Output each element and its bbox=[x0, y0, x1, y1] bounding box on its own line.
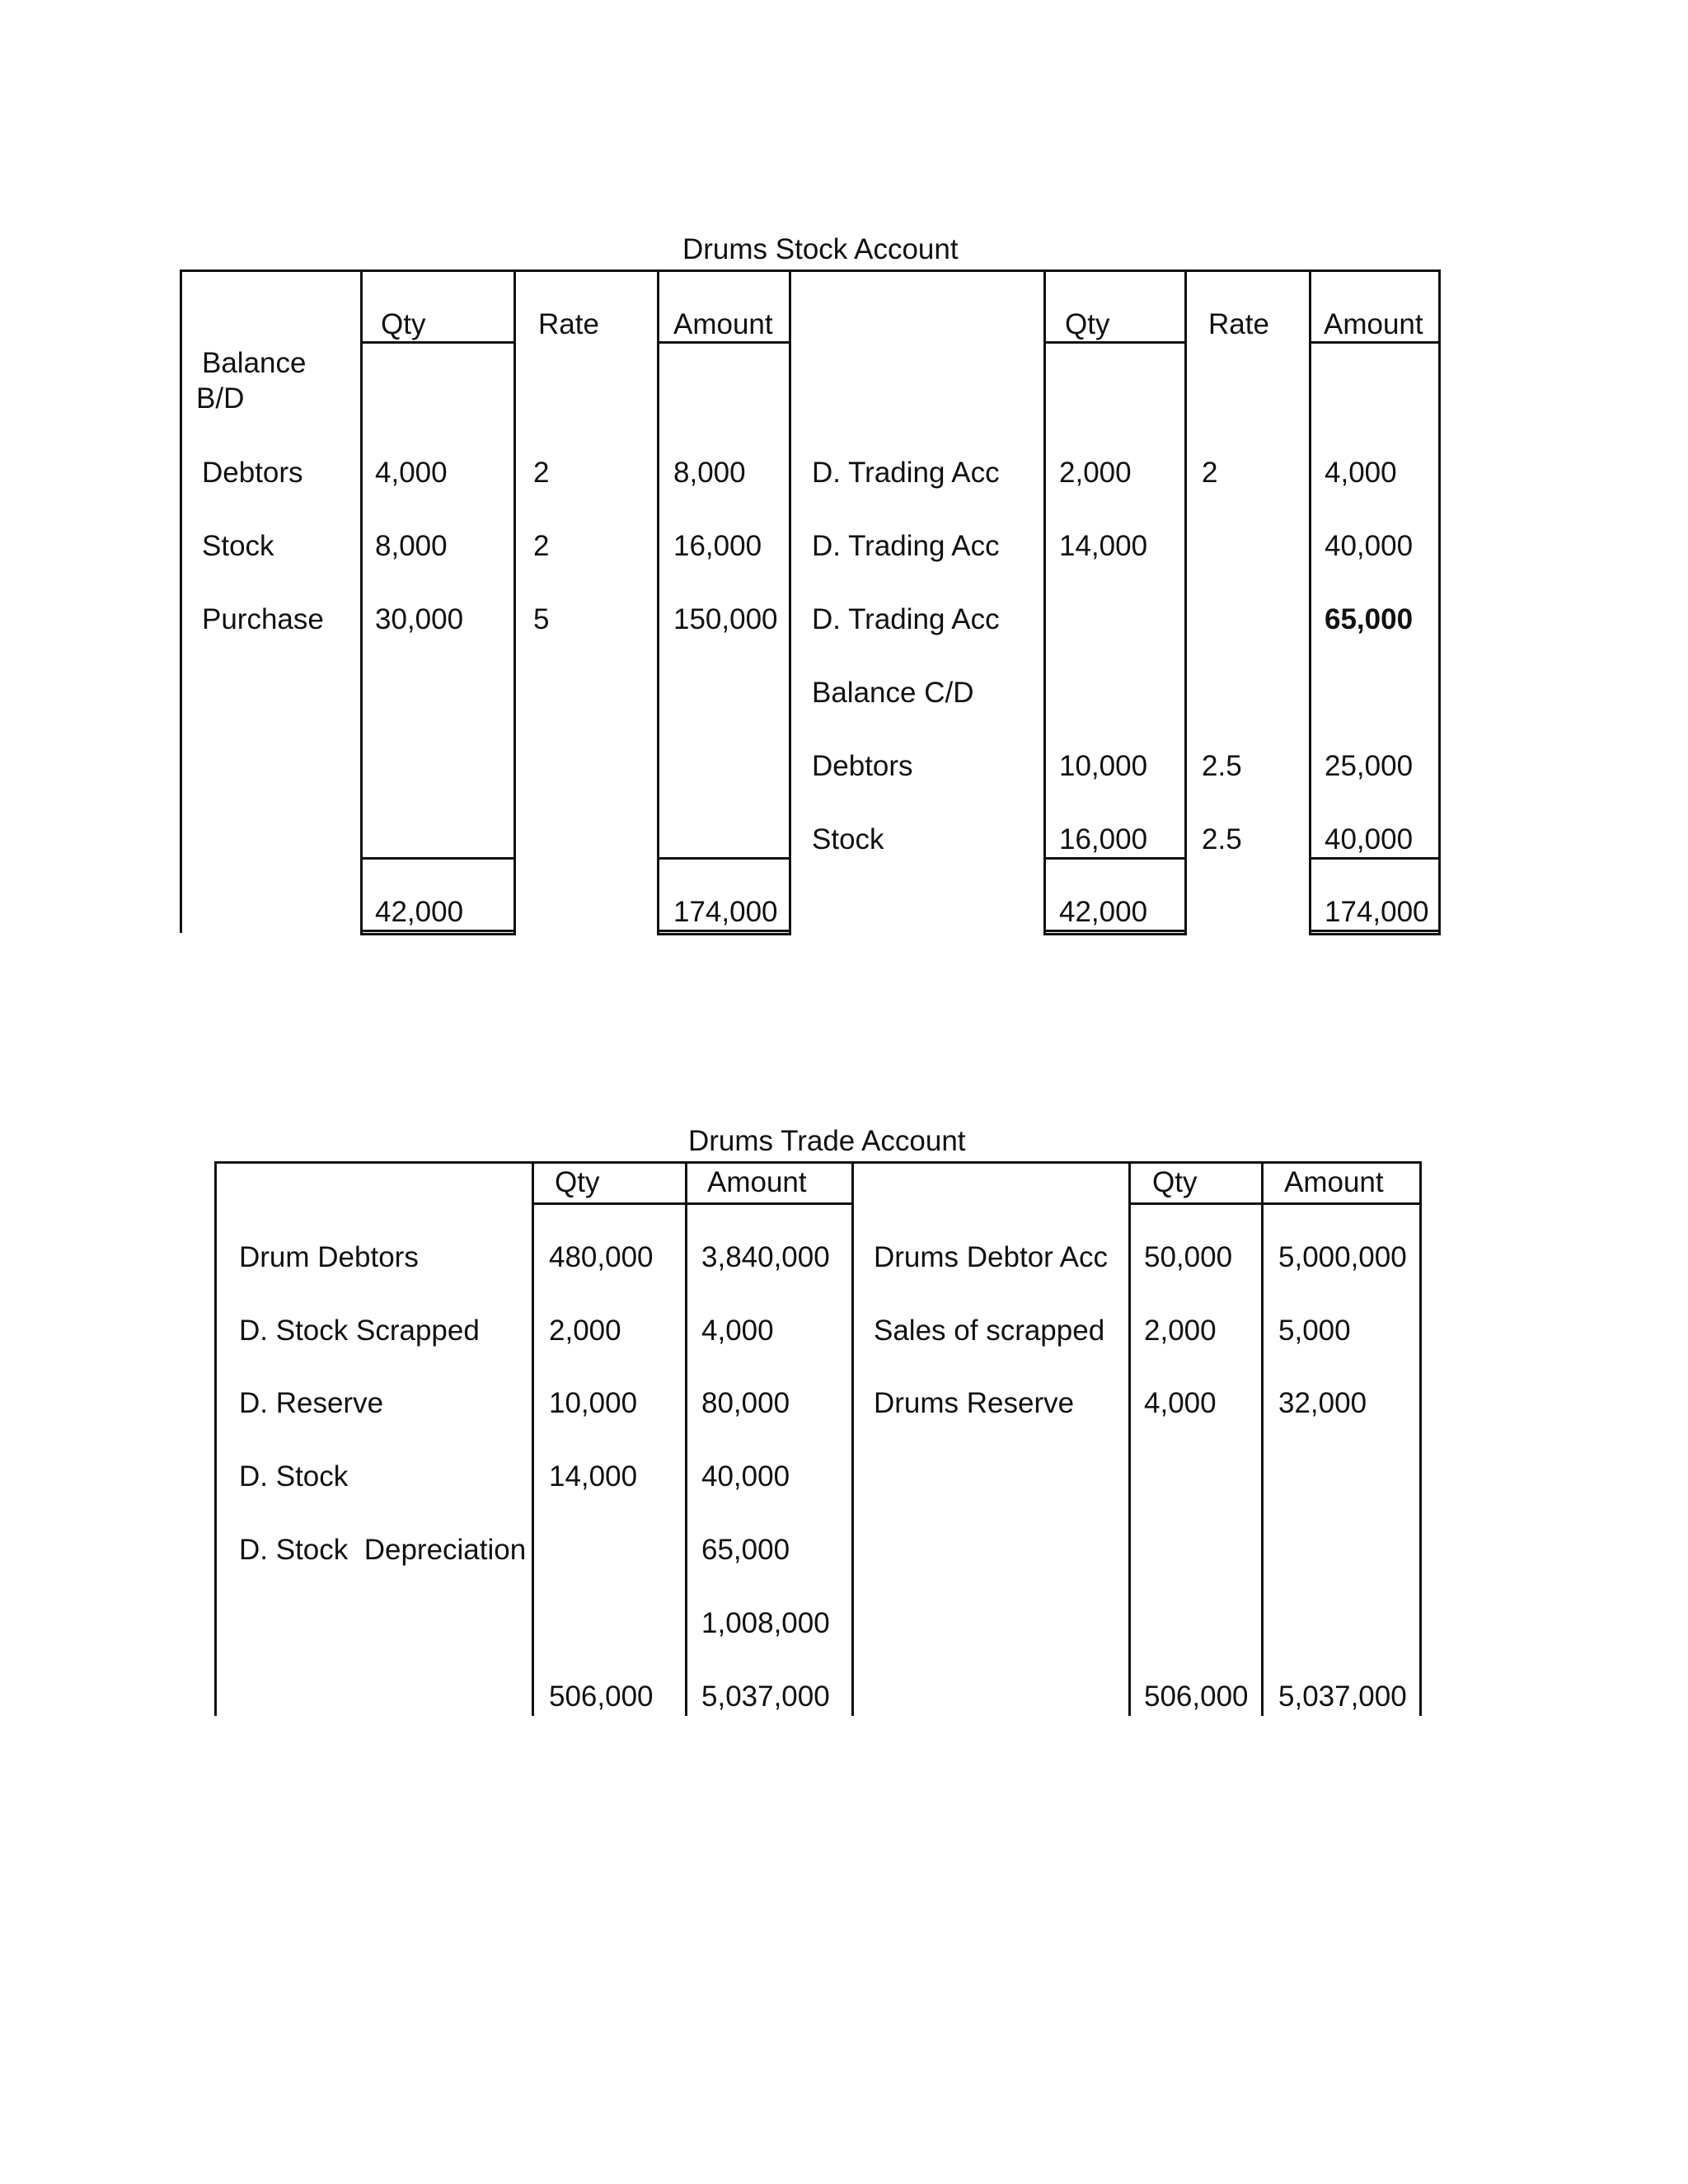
trade-right-label: Drums Debtor Acc bbox=[874, 1241, 1108, 1273]
trade-header-right-amount: Amount bbox=[1284, 1166, 1384, 1198]
trade-right-qty: 50,000 bbox=[1144, 1241, 1233, 1273]
stock-right-label: D. Trading Acc bbox=[812, 530, 1000, 562]
trade-left-label: D. Stock bbox=[239, 1460, 349, 1493]
stock-header-right-amount: Amount bbox=[1324, 308, 1423, 340]
trade-left-qty: 480,000 bbox=[549, 1241, 654, 1273]
stock-header-right-rate: Rate bbox=[1208, 308, 1269, 340]
stock-right-rate: 2.5 bbox=[1202, 750, 1242, 782]
stock-left-qty: 4,000 bbox=[375, 457, 448, 489]
trade-left-border bbox=[214, 1161, 217, 1716]
stock-right-total-qty: 42,000 bbox=[1059, 896, 1148, 928]
stock-left-rate: 2 bbox=[533, 457, 550, 489]
stock-left-qty: 30,000 bbox=[375, 603, 464, 635]
trade-left-qty: 10,000 bbox=[549, 1387, 638, 1419]
trade-left-label: D. Reserve bbox=[239, 1387, 384, 1419]
stock-top-rule bbox=[180, 269, 1441, 272]
trade-header-left-amount: Amount bbox=[707, 1166, 807, 1198]
trade-right-total-qty: 506,000 bbox=[1144, 1680, 1249, 1713]
trade-left-label: D. Stock Scrapped bbox=[239, 1315, 480, 1347]
trade-right-label: Drums Reserve bbox=[874, 1387, 1075, 1419]
stock-left-qty: 8,000 bbox=[375, 530, 448, 562]
stock-header-left-rate: Rate bbox=[538, 308, 599, 340]
stock-right-amount: 25,000 bbox=[1325, 750, 1414, 782]
trade-right-amount: 32,000 bbox=[1278, 1387, 1367, 1419]
trade-left-qty: 14,000 bbox=[549, 1460, 638, 1493]
stock-right-total-amount: 174,000 bbox=[1325, 896, 1429, 928]
trade-left-total-qty: 506,000 bbox=[549, 1680, 654, 1713]
stock-left-amount: 8,000 bbox=[673, 457, 746, 489]
stock-left-amount: 16,000 bbox=[673, 530, 762, 562]
stock-right-label: D. Trading Acc bbox=[812, 603, 1000, 635]
trade-right-total-amount: 5,037,000 bbox=[1278, 1680, 1407, 1713]
trade-right-qty: 4,000 bbox=[1144, 1387, 1217, 1419]
trade-header-right-qty: Qty bbox=[1152, 1166, 1198, 1198]
stock-right-label: Stock bbox=[812, 823, 884, 855]
trade-left-amount: 3,840,000 bbox=[701, 1241, 830, 1273]
stock-right-amount: 4,000 bbox=[1325, 457, 1397, 489]
trade-account-title: Drums Trade Account bbox=[688, 1125, 966, 1157]
stock-right-border bbox=[1438, 269, 1441, 935]
stock-account-title: Drums Stock Account bbox=[682, 233, 959, 265]
trade-left-amount: 65,000 bbox=[701, 1534, 790, 1566]
stock-left-label: Purchase bbox=[202, 603, 324, 635]
stock-right-label: D. Trading Acc bbox=[812, 457, 1000, 489]
stock-opening-label-2: B/D bbox=[196, 382, 245, 415]
stock-right-amount: 40,000 bbox=[1325, 530, 1414, 562]
trade-left-amount: 1,008,000 bbox=[701, 1607, 830, 1639]
stock-opening-label: Balance bbox=[202, 347, 307, 379]
stock-left-rate: 2 bbox=[533, 530, 550, 562]
trade-left-label: Drum Debtors bbox=[239, 1241, 419, 1273]
stock-left-label: Debtors bbox=[202, 457, 303, 489]
stock-header-right-qty: Qty bbox=[1065, 308, 1110, 340]
stock-right-qty: 10,000 bbox=[1059, 750, 1148, 782]
trade-right-label: Sales of scrapped bbox=[874, 1315, 1105, 1347]
stock-right-label: Balance C/D bbox=[812, 677, 974, 709]
stock-right-label: Debtors bbox=[812, 750, 913, 782]
stock-left-border bbox=[180, 269, 182, 933]
stock-header-left-amount: Amount bbox=[673, 308, 773, 340]
trade-header-left-qty: Qty bbox=[555, 1166, 600, 1198]
stock-right-amount: 40,000 bbox=[1325, 823, 1414, 855]
stock-header-left-qty: Qty bbox=[381, 308, 426, 340]
stock-right-rate: 2.5 bbox=[1202, 823, 1242, 855]
stock-right-qty: 2,000 bbox=[1059, 457, 1132, 489]
stock-left-total-qty: 42,000 bbox=[375, 896, 464, 928]
trade-left-qty: 2,000 bbox=[549, 1315, 621, 1347]
trade-right-amount: 5,000,000 bbox=[1278, 1241, 1407, 1273]
trade-left-total-amount: 5,037,000 bbox=[701, 1680, 830, 1713]
stock-right-qty: 16,000 bbox=[1059, 823, 1148, 855]
trade-right-qty: 2,000 bbox=[1144, 1315, 1217, 1347]
stock-left-rate: 5 bbox=[533, 603, 550, 635]
trade-left-label: D. Stock Depreciation bbox=[239, 1534, 527, 1566]
stock-right-qty: 14,000 bbox=[1059, 530, 1148, 562]
stock-right-amount-bold: 65,000 bbox=[1325, 603, 1414, 635]
trade-right-amount: 5,000 bbox=[1278, 1315, 1351, 1347]
stock-right-rate: 2 bbox=[1202, 457, 1218, 489]
trade-left-amount: 4,000 bbox=[701, 1315, 774, 1347]
trade-right-border bbox=[1419, 1161, 1422, 1716]
stock-left-amount: 150,000 bbox=[673, 603, 778, 635]
stock-left-total-amount: 174,000 bbox=[673, 896, 778, 928]
trade-left-amount: 80,000 bbox=[701, 1387, 790, 1419]
trade-left-amount: 40,000 bbox=[701, 1460, 790, 1493]
trade-top-rule bbox=[214, 1161, 1422, 1164]
stock-left-label: Stock bbox=[202, 530, 274, 562]
